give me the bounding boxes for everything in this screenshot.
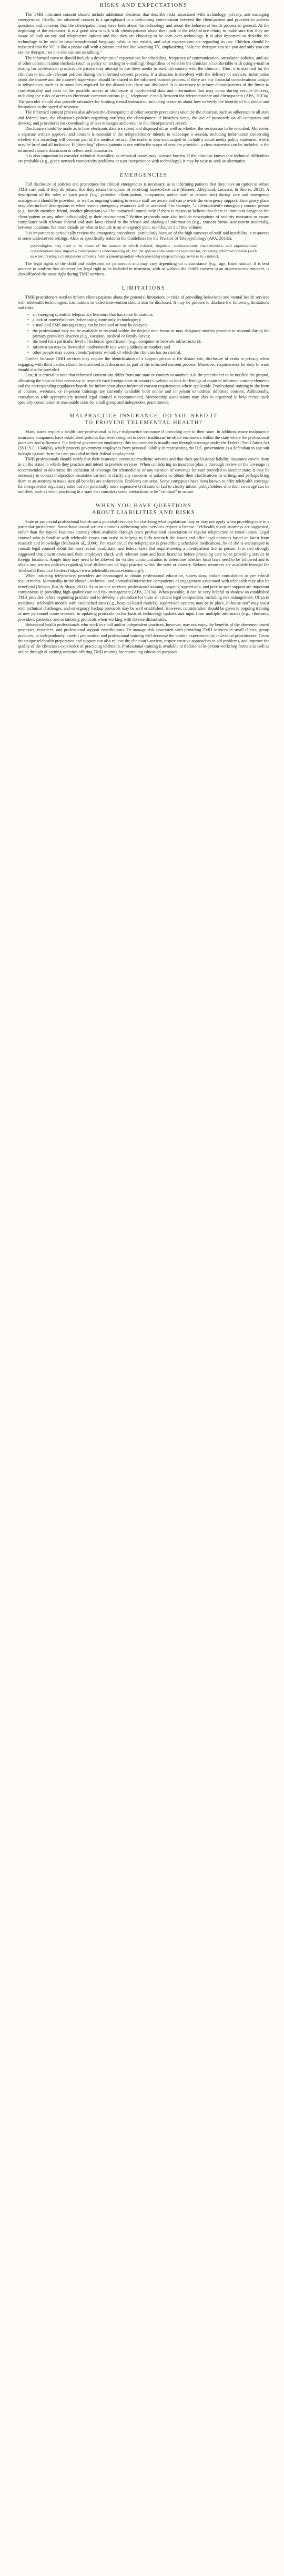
paragraph: The TMH informed consent should include additional elements that describe risks associated with technology, privacy, and managing emergencies. Ideally, the informed consent is a springboard to a welcoming conversation between the client/patient and provider to address questions and concerns that the client/patient may have both about the technology and about the behavioral health process in general. At the beginning of the encounter, it is a good idea to talk with clients/patients about their path to the telepractice clinic, to make sure that they are aware of both on-site and telepractice options and that they are choosing to be seen over technology. It is also important to describe the technology to be used in easy-to-understand language, what to use emails, and what expectations are regarding its use. Children should be reassured that the VC is like a phone call with a picture and not like watching TV, emphasizing "only the therapist can see you and only you can see the therapist; no one else can see us talking.": [18, 12, 269, 55]
list-item: • the need for a particular level of technical specification (e.g., computer or network infrastructure);: [33, 339, 269, 344]
paragraph: The informed consent should include a description of expectations for scheduling, frequency of communication, attendance policies, and use of other communication methods (such as policy on texting or e-mailing). Regardless of whether the clinician is comfortable with using e-mail or texting for professional practice, the patient may attempt to use these media to establish contact with the clinician. Thus, it is essential for the clinician to include relevant policies during the informed consent process. If a situation is involved with the delivery of services, information about the trainee and the trainee's supervision should be shared in the informed consent process. If there are any financial considerations unique to telepractice, such as in-room fees required for the distant site, these are disclosed. It is necessary to inform clients/patients of the limits to confidentiality and risks to the possible access or disclosure of confidential data and information that may occur during service delivery, including the risks of access to electronic communications (e.g., telephone, e-mail) between the telepractitioner and client/patient (APA, 2013a). The provider should also provide rationales for limiting e-mail interaction, including concerns about how to verify the identity of the sender and limitations in the speed of response.: [18, 55, 269, 109]
section-heading: [18, 285, 269, 292]
section-liabilities-and-risks: [18, 502, 269, 655]
heading-line: WHEN YOU HAVE QUESTIONS: [95, 502, 192, 509]
paragraph: When initiating telepractice, providers are encouraged to obtain professional education, supervision, and/or consultation as per ethical requirements. Mentorship in the clinical, technical, and nonverbal/interactive components of engagement associated with telehealth may also be beneficial (Nelson, Bui, & Sharp, 2011). As in on-site services, professional training, ongoing supervision, and peer-to-peer support are important components in providing high-quality care and risk management (APA, 2013a). When possible, it can be very helpful to shadow an established TMH provider before beginning practice and to develop a procedure for these all critical legal components, including risk management. Often in traditional telehealth models with established sites (e.g., hospital-based models), supervision systems may be in place, in-house staff may assist with technical challenges, and emergency backup protocols may be well established. However, consideration should be given to ongoing training as new personnel come onboard, to updating protocols on the basis of technology updates and input from multiple informants (e.g., clinicians, providers, patients), and to tailoring protocols when working with diverse distant sites.: [18, 573, 269, 622]
section-heading: [18, 413, 269, 426]
heading-line: RISKS AND EXPECTATIONS: [99, 3, 188, 8]
block-quote: psychologists may need to be aware of the manner in which cultural, linguistic, socioeconomic characteristics, and organizational considerations may impact a client/patient's understanding of, and the special considerations required for, obtaining informed consent (such as when treating a client/patient remotely from a parent/guardian when providing telepsychology services to a minor).: [31, 243, 257, 259]
paragraph: Full disclosure of policies and procedures for clinical emergencies is necessary, as is informing patients that they have an option to refuse TMH care and, if they do refuse, that they retain the option of receiving face-to-face care (Barnett, Alleyhand, Lunasco, & Skorer, 2013). A description of the roles of each party (e.g., provider, client/patient, companion, and/or staff at remote site) during care and emergency management should be provided, as well as ongoing training to ensure staff are aware and can provide the emergency support. Emergency plans may also include descriptions of when remote emergency resources will be accessed. For example, "a client/patient's emergency contact person (e.g., family member, friend, another physician) will be contacted immediately if there is reason to believe that there is imminent danger to the client/patient or any other individual(s) in their environment." Written protocols may also include descriptions of security measures to assure compliance with relevant federal and state laws related to the release and sharing of information (e.g., consent forms, assessment materials), between locations, but more details on what to include in an emergency plan, see Chapter 5 of this volume.: [18, 181, 269, 230]
section-heading: [18, 172, 269, 179]
list-item: • the professional may not be available to respond within the desired time frame or may designate another provider to respond during the primary provider's absence (e.g., vacation, medical or family leave);: [33, 329, 269, 340]
list-item: • a lack of nonverbal cues (when using some only technologies);: [33, 317, 269, 323]
heading-line: EMERGENCIES: [120, 172, 167, 178]
paragraph: Disclosure should be made as to how electronic data are stored and disposed of, as well as whether the session are to be recorded. Moreover, a separate written approval and consent is essential if the telepractitioner intends to videotape a session, including information concerning whether this recording will become part of the medical record. The reader is also encouraged to include a social media policy statement, which may be brief and all inclusive. If "friending" clients/patients is not within the scope of services provided, a clear statement can be included in the informed consent discussion to reflect such boundaries.: [18, 126, 269, 153]
paragraph: It is important to periodically review the emergency procedures, particularly because of the high turnover of staff and instability in resources in some underserved settings. Also, as specifically stated in the Guidelines for the Practice of Telepsychology (APA, 2013a),: [18, 230, 269, 241]
list-item: • other people may access clients'/patients' e-mail, of which the clinician has no control.: [33, 350, 269, 355]
section-emergencies: [18, 172, 269, 278]
paragraph: Behavioral health professionals who work in small and/or independent practices, however, may not enjoy the benefits of the abovementioned processes, resources, and professional support contributions. To manage risk associated with providing TMH services in small clinics, group practices, or independently, careful preparation and professional training will decrease the burden experienced by individual practitioners. Given the unique telehealth preparation and support can also relieve the clinician's anxiety, inspire creative approaches to old problems, and improve the quality of the clinician's experience of practicing telehealth. Professional training is available in traditional in-person workshop formats as well as online through eLearning websites offering TMH training for continuing education purposes.: [18, 622, 269, 654]
heading-line: TO PROVIDE TELEMENTAL HEALTH?: [84, 420, 203, 426]
paragraph: TMH practitioners need to inform clients/patients about the potential limitations or risks of providing behavioral and mental health services with telehealth technologies. Limitations to video intervention should also be disclosed. It may be prudent to disclose the following limitations and risks:: [18, 294, 269, 311]
paragraph: Many states require a health care professional to have malpractice insurance if providing care in their state. In addition, many malpractice insurance companies have established policies that were designed to cover traditional in-office encounters within the state where the professional practices and is licensed. For federal government employees, this requirement is usually met through coverage under the Federal Tort Claims Act (28 U.S.C. 1346(b)), which protects government employees from personal liability in representing the U.S. government as a defendant in any suit brought against them for care provided in their federal employment.: [18, 429, 269, 456]
list-item: • e-mail and SMS messages may not be received or may be delayed;: [33, 323, 269, 328]
list-item: • information may be forwarded inadvertently to a wrong address or number; and: [33, 345, 269, 350]
section-malpractice-insurance: [18, 413, 269, 495]
section-heading: [18, 502, 269, 516]
section-risks: [18, 2, 269, 165]
paragraph: State or provincial professional boards are a potential resource for clarifying what regulations may or may not apply when providing care in a particular jurisdiction. Some have issued written opinions addressing what services require a license. Telehealth savvy attorneys are suggested, rather than the typical business attorney often available through one's professional association or regular telepractice or rental leases. Legal counsel who is familiar with telehealth issues can assist in helping to fully research the issues and offer legal opinions based on latest from research and knowledge (Maheu et al., 2004). For example, if the telepractice is prescribing scheduled medications, he or she is encouraged to consult legal counsel about the most recent local, state, and federal laws that require seeing a client/patient first in person. It is also strongly suggested that practitioners and their employers check with relevant state and local branches before providing care when providing service in foreign locations. Ample time may need to be allowed for written communication to determine whether local laws need to be followed and to obtain any written policies regarding local differences of legal practice within the state or country. Related resources are available through the Telehealth Resource Centers (https://www.telehealthresourcecenter.org/).: [18, 519, 269, 573]
section-heading: [18, 2, 269, 9]
section-limitations: [18, 285, 269, 406]
list-item: • an emerging scientific telepractice literature that has some limitations;: [33, 312, 269, 317]
paragraph: TMH professionals should verify that their insurance covers telemedicine services and that their professional liability insurance covers them in all the states in which they practice and intend to provide services. When considering an insurance plan, a thorough review of the coverage is recommended to determine the inclusion of coverage for telemedicine or any mention of coverage for care provided to another state. It may be necessary to contact malpractice insurance carriers to clarify any concerns or unknowns, obtain their clarifications in writing, and perhaps bring them to an attorney to make sure all benefits are enforceable. Problems can arise. Some companies have been known to offer telehealth coverage for interprovider regulatory rules but not potentially more expensive civil suits or fail to clearly inform policyholders who their coverage can be nullified, such as when practicing in a state that considers some interactions to be "criminal" in nature.: [18, 457, 269, 495]
paragraph: The legal rights of the child and adolescent are paramount and may vary depending on circumstance (e.g., age, foster status). It is best practice to confirm that whoever has legal right to be included in treatment, with or without the child's consent to an in-person environment, is also afforded the same right during TMH services.: [18, 261, 269, 277]
paragraph: Last, it is crucial to note that informed consent can differ from one state or country to another. Ask the practitioner to be notified the ground, allocating the hour or fees necessary to research each foreign state or country's website to look for listings of required informed consent elements and the corresponding regulatory boards for information about informed consent requirements where applicable. Professional training in the form of courses, webinars, or in-person trainings are currently available both online and in person to address informed consent. Additionally, consultation with appropriately trained legal counsel is recommended. Membership associations may also be organized to help recruit such specialty consultation at reasonable costs for small group and independent practitioners.: [18, 373, 269, 405]
heading-line: MALPRACTICE INSURANCE: DO YOU NEED IT: [69, 413, 218, 419]
limitations-list: [18, 312, 269, 356]
heading-line: LIMITATIONS: [121, 285, 166, 291]
paragraph: It is also important to consider technical feasibility, as technical issues may increase burden. If the clinician knows that technical difficulties are probable (e.g., given network connectivity problems or user inexperience with technology), it may be wise to seek an alternative.: [18, 153, 269, 164]
paragraph: The informed consent process also advises the client/patient of other security precautions taken by the clinician, such as adherence to all state and federal laws, the clinician's policies regarding notifying the client/patient if breaches occur, the use of passwords on all computers and devices, and procedures for downloading of text messages and e-mail to the client/patient's record.: [18, 110, 269, 126]
paragraph: Further, because TMH services may require the identification of a support person at the distant site, disclosure of visits to privacy when engaging with third parties should be disclosed and discussed as part of the informed consent process. Moreover, requirements for duty to warn should also be provided.: [18, 356, 269, 373]
heading-line: ABOUT LIABILITIES AND RISKS: [92, 509, 196, 516]
